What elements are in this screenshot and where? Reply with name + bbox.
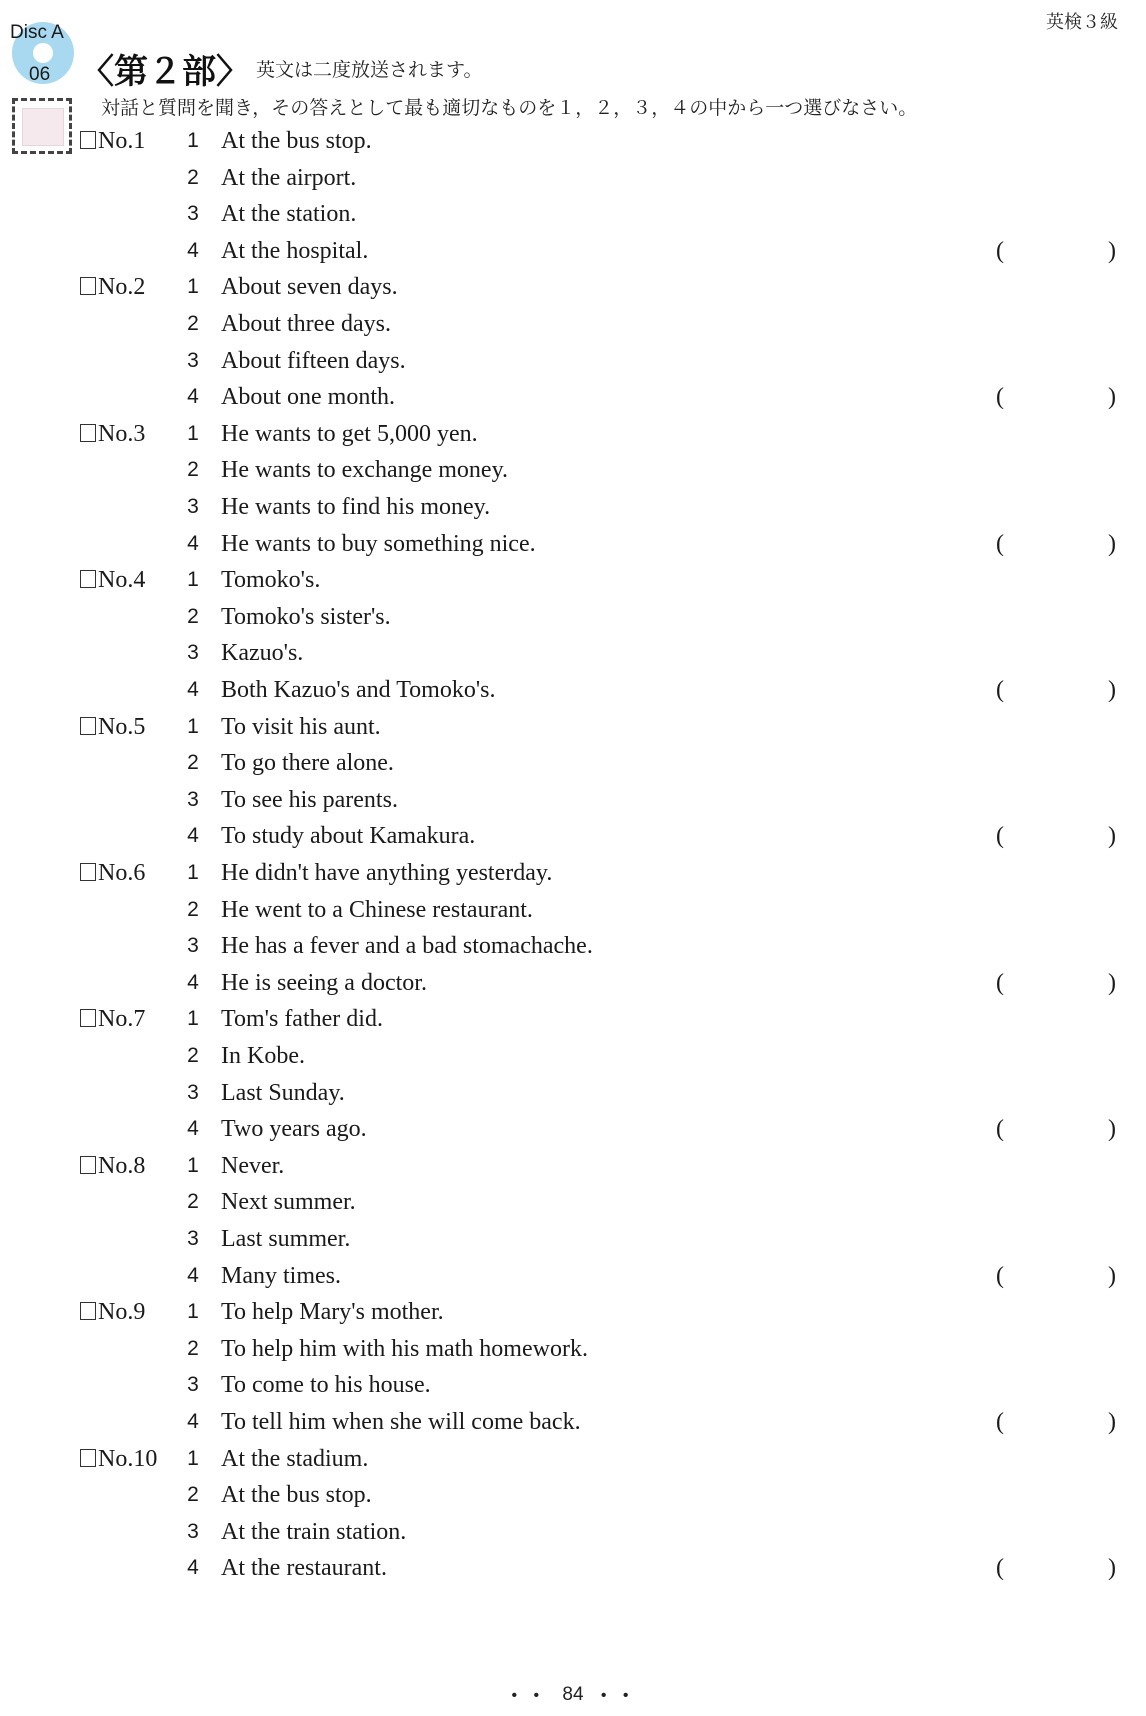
option-number: 2	[187, 1336, 199, 1360]
question-checkbox[interactable]	[80, 1156, 96, 1174]
option-text: Next summer.	[221, 1189, 356, 1216]
option-number: 3	[187, 787, 199, 811]
option-number: 3	[187, 1080, 199, 1104]
answer-box-open[interactable]: (	[996, 1262, 1004, 1289]
answer-box-close[interactable]: )	[1108, 1262, 1116, 1289]
option-number: 1	[187, 861, 199, 884]
option-number: 2	[187, 312, 199, 335]
question-checkbox[interactable]	[80, 1302, 96, 1320]
question-label	[80, 1151, 145, 1181]
answer-box-open[interactable]: (	[996, 237, 1004, 264]
answer-box-close[interactable]: )	[1108, 677, 1116, 703]
question-label	[80, 1004, 145, 1034]
option-number: 3	[187, 202, 199, 226]
option-number: 4	[187, 238, 199, 262]
question-number: No.2	[98, 274, 146, 301]
option-number: 3	[187, 1519, 199, 1543]
question-number: No.5	[98, 713, 146, 740]
option-number: 2	[187, 1044, 199, 1067]
question-number: No.1	[98, 128, 146, 154]
option-text: To come to his house.	[221, 1372, 431, 1399]
option-text: He wants to buy something nice.	[221, 530, 536, 557]
option-text: Last summer.	[221, 1226, 351, 1252]
option-number: 4	[187, 1410, 199, 1433]
footer-dots-left: • •	[511, 1687, 546, 1704]
option-text: Tomoko's sister's.	[221, 603, 391, 630]
option-text: About seven days.	[221, 274, 398, 301]
option-number: 1	[187, 1153, 199, 1177]
option-text: Never.	[221, 1152, 285, 1179]
option-number: 1	[187, 714, 199, 738]
answer-box-close[interactable]: )	[1108, 1409, 1116, 1435]
answer-box-open[interactable]: (	[996, 384, 1004, 411]
page-number: 84	[562, 1684, 584, 1705]
question-checkbox[interactable]	[80, 424, 96, 442]
page-footer	[0, 1684, 1146, 1706]
option-text: To tell him when she will come back.	[221, 1409, 581, 1435]
answer-box-open[interactable]: (	[996, 530, 1004, 557]
option-text: In Kobe.	[221, 1043, 305, 1069]
option-text: At the train station.	[221, 1518, 407, 1545]
question-label	[80, 419, 145, 449]
question-label	[80, 858, 145, 888]
option-text: To help Mary's mother.	[221, 1299, 444, 1326]
option-text: At the bus stop.	[221, 1482, 372, 1509]
option-number: 3	[187, 495, 199, 518]
answer-box-close[interactable]: )	[1108, 823, 1116, 850]
option-number: 3	[187, 1227, 199, 1250]
question-checkbox[interactable]	[80, 1009, 96, 1027]
option-number: 2	[187, 751, 199, 775]
question-checkbox[interactable]	[80, 277, 96, 295]
question-number: No.8	[98, 1152, 146, 1179]
option-number: 2	[187, 897, 199, 921]
answer-box-close[interactable]: )	[1108, 1555, 1116, 1582]
question-checkbox[interactable]	[80, 717, 96, 735]
option-number: 1	[187, 1007, 199, 1031]
answer-box-close[interactable]: )	[1108, 1116, 1116, 1143]
option-text: About one month.	[221, 384, 395, 411]
option-number: 4	[187, 678, 199, 701]
question-label	[80, 272, 145, 302]
option-text: At the restaurant.	[221, 1555, 387, 1582]
option-text: He wants to find his money.	[221, 494, 491, 520]
grade-label: 英検３級	[1046, 12, 1118, 33]
option-text: Last Sunday.	[221, 1079, 345, 1106]
qr-code-image	[22, 108, 64, 146]
answer-box-open[interactable]: (	[996, 1116, 1004, 1143]
option-number: 1	[187, 275, 199, 299]
section-note: 英文は二度放送されます。	[256, 59, 483, 81]
option-number: 2	[187, 1190, 199, 1214]
question-number: No.10	[98, 1445, 158, 1472]
option-number: 4	[187, 824, 199, 848]
option-number: 4	[187, 1556, 199, 1580]
question-number: No.3	[98, 420, 146, 447]
disc-label: Disc A	[10, 22, 64, 43]
option-number: 3	[187, 348, 199, 372]
option-text: At the bus stop.	[221, 128, 372, 154]
option-text: He has a fever and a bad stomachache.	[221, 933, 593, 960]
answer-box-open[interactable]: (	[996, 677, 1004, 703]
option-number: 3	[187, 1373, 199, 1397]
option-text: To study about Kamakura.	[221, 823, 476, 850]
answer-box-open[interactable]: (	[996, 969, 1004, 996]
question-number: No.4	[98, 567, 146, 594]
question-number: No.9	[98, 1299, 146, 1326]
answer-box-close[interactable]: )	[1108, 237, 1116, 264]
option-text: Kazuo's.	[221, 640, 304, 667]
disc-hole	[33, 43, 53, 63]
option-text: To see his parents.	[221, 786, 398, 813]
option-number: 4	[187, 385, 199, 409]
option-text: Tomoko's.	[221, 567, 321, 594]
option-text: He went to a Chinese restaurant.	[221, 896, 533, 923]
option-number: 4	[187, 970, 199, 994]
question-label	[80, 712, 145, 742]
option-text: About fifteen days.	[221, 347, 406, 374]
question-label	[80, 1444, 157, 1474]
disc-track-number: 06	[29, 64, 51, 85]
answer-box-open[interactable]: (	[996, 823, 1004, 850]
option-text: To help him with his math homework.	[221, 1335, 588, 1362]
answer-box-close[interactable]: )	[1108, 530, 1116, 557]
question-checkbox[interactable]	[80, 863, 96, 881]
option-text: He wants to exchange money.	[221, 457, 509, 484]
option-text: Tom's father did.	[221, 1006, 383, 1033]
footer-dots-right: • •	[600, 1687, 635, 1704]
option-number: 4	[187, 1117, 199, 1141]
question-label	[80, 126, 145, 156]
answer-box-close[interactable]: )	[1108, 969, 1116, 996]
option-number: 1	[187, 568, 199, 592]
option-number: 1	[187, 129, 199, 152]
option-number: 2	[187, 458, 199, 482]
instructions: 対話と質問を聞き，その答えとして最も適切なものを１，２，３，４の中から一つ選びなさい。	[101, 97, 918, 119]
option-text: He wants to get 5,000 yen.	[221, 420, 478, 447]
question-checkbox[interactable]	[80, 570, 96, 588]
option-number: 4	[187, 531, 199, 555]
qr-code-placeholder	[12, 98, 72, 154]
option-number: 1	[187, 1446, 199, 1470]
option-number: 1	[187, 1300, 199, 1324]
option-text: Both Kazuo's and Tomoko's.	[221, 677, 496, 703]
answer-box-open[interactable]: (	[996, 1555, 1004, 1582]
answer-box-open[interactable]: (	[996, 1409, 1004, 1435]
option-text: At the station.	[221, 201, 357, 228]
option-text: He is seeing a doctor.	[221, 969, 427, 996]
option-number: 2	[187, 165, 199, 189]
option-number: 1	[187, 421, 199, 445]
option-text: To go there alone.	[221, 750, 394, 777]
question-label	[80, 1297, 145, 1327]
option-text: At the stadium.	[221, 1445, 369, 1472]
answer-box-close[interactable]: )	[1108, 384, 1116, 411]
option-text: To visit his aunt.	[221, 713, 381, 740]
option-text: At the airport.	[221, 164, 357, 191]
option-number: 2	[187, 1483, 199, 1507]
option-number: 4	[187, 1263, 199, 1287]
section-title: 〈第２部〉	[80, 52, 250, 92]
question-number: No.6	[98, 860, 146, 886]
option-number: 3	[187, 641, 199, 665]
question-label	[80, 565, 145, 595]
option-text: He didn't have anything yesterday.	[221, 860, 553, 886]
option-text: At the hospital.	[221, 237, 369, 264]
question-number: No.7	[98, 1006, 146, 1033]
question-checkbox[interactable]	[80, 1449, 96, 1467]
option-text: About three days.	[221, 311, 391, 337]
option-number: 3	[187, 934, 199, 958]
option-text: Many times.	[221, 1262, 341, 1289]
option-text: Two years ago.	[221, 1116, 367, 1143]
question-checkbox[interactable]	[80, 131, 96, 149]
option-number: 2	[187, 604, 199, 628]
